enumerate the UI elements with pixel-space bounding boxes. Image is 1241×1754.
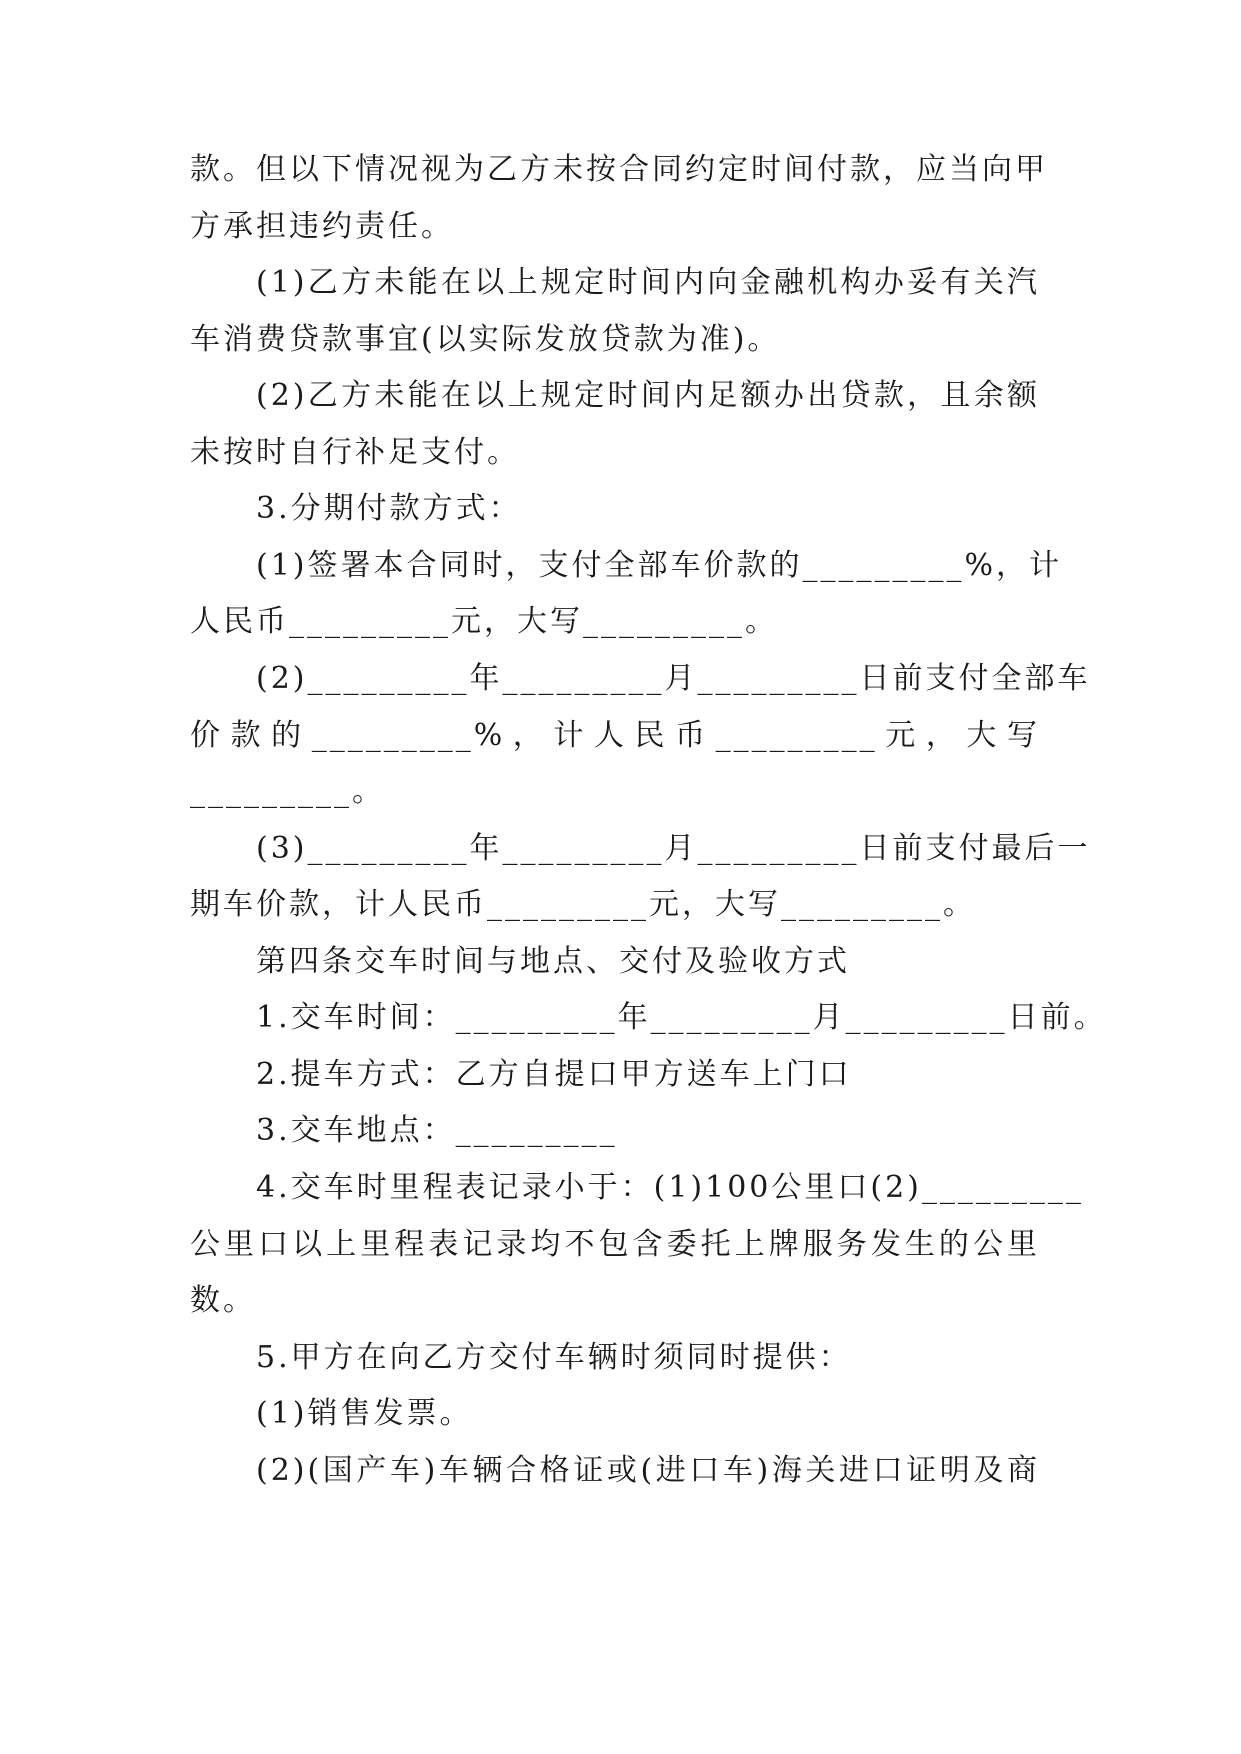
paragraph-line: _________。 — [190, 774, 385, 809]
paragraph-line: 方承担违约责任。 — [190, 209, 454, 244]
paragraph-line: 未按时自行补足支付。 — [190, 435, 520, 470]
paragraph-line: 2.提车方式：乙方自提口甲方送车上门口 — [256, 1057, 852, 1092]
paragraph-line: 4.交车时里程表记录小于：(1)100公里口(2)_________ — [256, 1170, 1084, 1205]
paragraph-line: 5.甲方在向乙方交付车辆时须同时提供： — [256, 1340, 852, 1375]
paragraph-line: 价款的_________%，计人民币_________元，大写 — [190, 718, 1040, 753]
paragraph-line: (2)_________年_________月_________日前支付全部车 — [256, 661, 1091, 696]
article-heading: 第四条交车时间与地点、交付及验收方式 — [256, 944, 850, 979]
section-heading: 3.分期付款方式： — [256, 491, 522, 526]
paragraph-line: 公里口以上里程表记录均不包含委托上牌服务发生的公里 — [190, 1227, 1040, 1262]
paragraph-line: 3.交车地点：_________ — [256, 1113, 618, 1148]
paragraph-line: (3)_________年_________月_________日前支付最后一 — [256, 831, 1091, 866]
paragraph-line: (1)乙方未能在以上规定时间内向金融机构办妥有关汽 — [256, 265, 1040, 300]
paragraph-line: (2)乙方未能在以上规定时间内足额办出贷款，且余额 — [256, 378, 1040, 413]
paragraph-line: (1)销售发票。 — [256, 1396, 473, 1431]
paragraph-line: 数。 — [190, 1283, 256, 1318]
paragraph-line: 车消费贷款事宜(以实际发放贷款为准)。 — [190, 322, 781, 357]
paragraph-line: (1)签署本合同时，支付全部车价款的_________%，计 — [256, 548, 1063, 583]
paragraph-line: (2)(国产车)车辆合格证或(进口车)海关进口证明及商 — [256, 1453, 1040, 1488]
paragraph-line: 1.交车时间：_________年_________月_________日前。 — [256, 1000, 1107, 1035]
paragraph-line: 人民币_________元，大写_________。 — [190, 604, 778, 639]
paragraph-line: 款。但以下情况视为乙方未按合同约定时间付款，应当向甲 — [190, 152, 1048, 187]
paragraph-line: 期车价款，计人民币_________元，大写_________。 — [190, 887, 976, 922]
